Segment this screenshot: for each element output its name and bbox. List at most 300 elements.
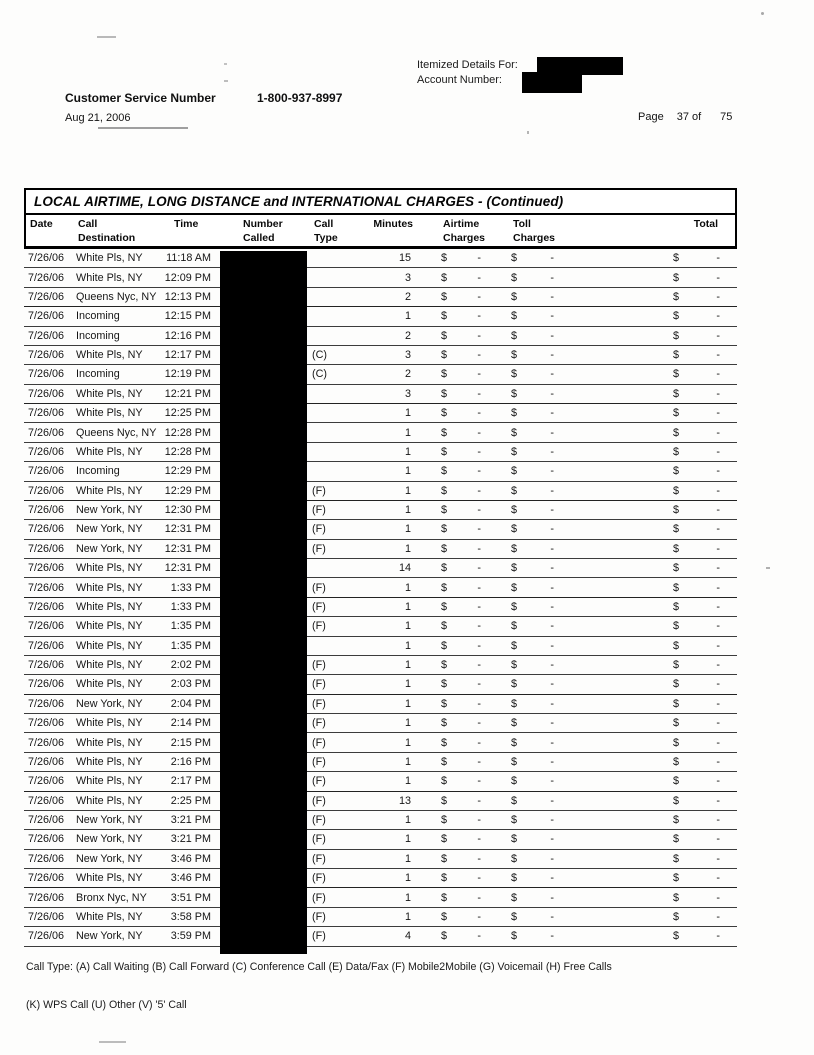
call-minutes: 1 — [404, 659, 411, 672]
call-time: 3:58 PM — [170, 910, 211, 923]
call-time: 12:25 PM — [164, 407, 211, 420]
call-time: 3:46 PM — [170, 852, 211, 865]
total-charge: $ - — [673, 445, 720, 458]
toll-charge: $ - — [511, 755, 554, 768]
airtime-charge: $ - — [441, 833, 481, 846]
airtime-charge: $ - — [441, 717, 481, 730]
call-type-code: (C) — [312, 368, 327, 381]
call-record-row — [24, 927, 737, 946]
call-minutes: 1 — [404, 697, 411, 710]
call-minutes: 1 — [404, 581, 411, 594]
call-record-row — [24, 423, 737, 442]
call-type-code: (F) — [312, 581, 326, 594]
call-record-row — [24, 908, 737, 927]
call-date: 7/26/06 — [28, 252, 65, 265]
total-charge: $ - — [673, 484, 720, 497]
redacted-numbers-called-column — [220, 251, 307, 954]
call-date: 7/26/06 — [28, 581, 65, 594]
scan-artifact — [766, 567, 770, 569]
airtime-charge: $ - — [441, 504, 481, 517]
call-time: 12:13 PM — [164, 290, 211, 303]
airtime-charge: $ - — [441, 426, 481, 439]
airtime-charge: $ - — [441, 368, 481, 381]
airtime-charge: $ - — [441, 562, 481, 575]
total-charge: $ - — [673, 814, 720, 827]
call-type-code: (F) — [312, 600, 326, 613]
call-record-row — [24, 327, 737, 346]
call-minutes: 2 — [404, 368, 411, 381]
page-label: Page — [638, 111, 664, 123]
call-date: 7/26/06 — [28, 600, 65, 613]
call-type-code: (F) — [312, 678, 326, 691]
airtime-charge: $ - — [441, 349, 481, 362]
call-minutes: 1 — [404, 852, 411, 865]
call-type-code: (F) — [312, 620, 326, 633]
call-date: 7/26/06 — [28, 310, 65, 323]
col-header-number-called: Number Called — [243, 218, 283, 244]
toll-charge: $ - — [511, 349, 554, 362]
call-date: 7/26/06 — [28, 814, 65, 827]
call-time: 12:09 PM — [164, 271, 211, 284]
call-record-row — [24, 288, 737, 307]
toll-charge: $ - — [511, 271, 554, 284]
total-charge: $ - — [673, 755, 720, 768]
call-destination: White Pls, NY — [76, 562, 143, 575]
call-destination: New York, NY — [76, 542, 143, 555]
toll-charge: $ - — [511, 290, 554, 303]
call-destination: White Pls, NY — [76, 581, 143, 594]
call-destination: Queens Nyc, NY — [76, 290, 157, 303]
call-record-row — [24, 714, 737, 733]
table-body — [24, 249, 737, 947]
charges-table — [24, 188, 737, 947]
call-record-row — [24, 656, 737, 675]
total-charge: $ - — [673, 329, 720, 342]
call-destination: New York, NY — [76, 523, 143, 536]
toll-charge: $ - — [511, 736, 554, 749]
call-minutes: 1 — [404, 620, 411, 633]
call-type-code: (F) — [312, 717, 326, 730]
total-charge: $ - — [673, 581, 720, 594]
call-destination: Incoming — [76, 368, 120, 381]
toll-charge: $ - — [511, 872, 554, 885]
call-time: 12:31 PM — [164, 542, 211, 555]
call-destination: Incoming — [76, 465, 120, 478]
page-number: 37 — [676, 111, 689, 123]
table-header-box — [24, 188, 737, 249]
call-date: 7/26/06 — [28, 484, 65, 497]
airtime-charge: $ - — [441, 872, 481, 885]
toll-charge: $ - — [511, 600, 554, 613]
total-charge: $ - — [673, 252, 720, 265]
call-minutes: 1 — [404, 484, 411, 497]
call-type-code: (F) — [312, 755, 326, 768]
call-record-row — [24, 637, 737, 656]
call-minutes: 1 — [404, 814, 411, 827]
total-charge: $ - — [673, 271, 720, 284]
call-type-code: (F) — [312, 775, 326, 788]
table-column-headers — [26, 215, 735, 246]
call-record-row — [24, 404, 737, 423]
total-charge: $ - — [673, 290, 720, 303]
call-type-code: (F) — [312, 872, 326, 885]
call-type-code: (F) — [312, 833, 326, 846]
airtime-charge: $ - — [441, 697, 481, 710]
call-record-row — [24, 772, 737, 791]
toll-charge: $ - — [511, 659, 554, 672]
call-date: 7/26/06 — [28, 562, 65, 575]
call-date: 7/26/06 — [28, 794, 65, 807]
itemized-details-label: Itemized Details For: — [417, 59, 518, 71]
airtime-charge: $ - — [441, 542, 481, 555]
page-indicator — [638, 111, 732, 123]
call-minutes: 2 — [404, 329, 411, 342]
airtime-charge: $ - — [441, 523, 481, 536]
call-minutes: 1 — [404, 891, 411, 904]
toll-charge: $ - — [511, 329, 554, 342]
airtime-charge: $ - — [441, 445, 481, 458]
call-minutes: 1 — [404, 775, 411, 788]
airtime-charge: $ - — [441, 910, 481, 923]
call-time: 3:21 PM — [170, 814, 211, 827]
call-type-code: (F) — [312, 852, 326, 865]
call-minutes: 1 — [404, 678, 411, 691]
call-record-row — [24, 578, 737, 597]
total-charge: $ - — [673, 659, 720, 672]
airtime-charge: $ - — [441, 581, 481, 594]
toll-charge: $ - — [511, 581, 554, 594]
call-destination: White Pls, NY — [76, 872, 143, 885]
airtime-charge: $ - — [441, 659, 481, 672]
call-date: 7/26/06 — [28, 290, 65, 303]
call-destination: New York, NY — [76, 504, 143, 517]
toll-charge: $ - — [511, 407, 554, 420]
account-number-label: Account Number: — [417, 74, 502, 86]
col-header-time: Time — [174, 218, 199, 230]
call-minutes: 13 — [398, 794, 411, 807]
call-time: 11:18 AM — [166, 252, 211, 265]
scan-artifact — [224, 63, 227, 65]
call-record-row — [24, 695, 737, 714]
call-record-row — [24, 733, 737, 752]
scan-artifact — [224, 80, 228, 82]
statement-date: Aug 21, 2006 — [65, 112, 131, 124]
call-time: 1:33 PM — [170, 600, 211, 613]
total-charge: $ - — [673, 542, 720, 555]
toll-charge: $ - — [511, 678, 554, 691]
call-minutes: 14 — [398, 562, 411, 575]
airtime-charge: $ - — [441, 290, 481, 303]
toll-charge: $ - — [511, 639, 554, 652]
call-destination: White Pls, NY — [76, 678, 143, 691]
call-time: 2:25 PM — [170, 794, 211, 807]
call-type-code: (F) — [312, 504, 326, 517]
call-minutes: 1 — [404, 542, 411, 555]
call-type-code: (C) — [312, 349, 327, 362]
toll-charge: $ - — [511, 562, 554, 575]
call-minutes: 1 — [404, 639, 411, 652]
toll-charge: $ - — [511, 697, 554, 710]
airtime-charge: $ - — [441, 271, 481, 284]
call-date: 7/26/06 — [28, 465, 65, 478]
airtime-charge: $ - — [441, 794, 481, 807]
toll-charge: $ - — [511, 368, 554, 381]
call-record-row — [24, 501, 737, 520]
call-time: 2:14 PM — [170, 717, 211, 730]
airtime-charge: $ - — [441, 639, 481, 652]
call-minutes: 1 — [404, 523, 411, 536]
call-time: 12:28 PM — [164, 445, 211, 458]
toll-charge: $ - — [511, 465, 554, 478]
call-time: 12:21 PM — [164, 387, 211, 400]
total-charge: $ - — [673, 717, 720, 730]
call-minutes: 1 — [404, 910, 411, 923]
customer-service-label: Customer Service Number — [65, 91, 216, 105]
airtime-charge: $ - — [441, 814, 481, 827]
toll-charge: $ - — [511, 930, 554, 943]
col-header-minutes: Minutes — [373, 218, 413, 230]
col-header-toll-charges: Toll Charges — [513, 218, 556, 244]
call-minutes: 2 — [404, 290, 411, 303]
call-time: 1:35 PM — [170, 620, 211, 633]
call-destination: New York, NY — [76, 833, 143, 846]
call-date: 7/26/06 — [28, 349, 65, 362]
call-destination: New York, NY — [76, 814, 143, 827]
call-date: 7/26/06 — [28, 523, 65, 536]
call-record-row — [24, 675, 737, 694]
col-header-date: Date — [30, 218, 53, 230]
call-time: 12:15 PM — [164, 310, 211, 323]
call-destination: White Pls, NY — [76, 271, 143, 284]
call-record-row — [24, 811, 737, 830]
call-date: 7/26/06 — [28, 736, 65, 749]
call-record-row — [24, 753, 737, 772]
scan-artifact — [527, 131, 529, 134]
total-charge: $ - — [673, 736, 720, 749]
call-minutes: 1 — [404, 755, 411, 768]
call-record-row — [24, 365, 737, 384]
call-minutes: 1 — [404, 426, 411, 439]
call-destination: Bronx Nyc, NY — [76, 891, 147, 904]
call-date: 7/26/06 — [28, 755, 65, 768]
call-record-row — [24, 307, 737, 326]
airtime-charge: $ - — [441, 755, 481, 768]
call-date: 7/26/06 — [28, 271, 65, 284]
call-minutes: 1 — [404, 445, 411, 458]
call-minutes: 3 — [404, 387, 411, 400]
call-minutes: 3 — [404, 349, 411, 362]
call-record-row — [24, 520, 737, 539]
call-destination: New York, NY — [76, 852, 143, 865]
total-charge: $ - — [673, 523, 720, 536]
call-record-row — [24, 888, 737, 907]
call-date: 7/26/06 — [28, 639, 65, 652]
call-time: 2:03 PM — [170, 678, 211, 691]
call-record-row — [24, 617, 737, 636]
call-date: 7/26/06 — [28, 775, 65, 788]
toll-charge: $ - — [511, 252, 554, 265]
call-date: 7/26/06 — [28, 368, 65, 381]
call-time: 2:17 PM — [170, 775, 211, 788]
call-time: 3:51 PM — [170, 891, 211, 904]
call-type-legend-line2: (K) WPS Call (U) Other (V) '5' Call — [26, 999, 187, 1011]
toll-charge: $ - — [511, 310, 554, 323]
call-destination: White Pls, NY — [76, 484, 143, 497]
call-destination: New York, NY — [76, 930, 143, 943]
total-charge: $ - — [673, 794, 720, 807]
total-charge: $ - — [673, 697, 720, 710]
call-destination: White Pls, NY — [76, 775, 143, 788]
call-date: 7/26/06 — [28, 329, 65, 342]
col-header-call-type: Call Type — [314, 218, 338, 244]
call-destination: White Pls, NY — [76, 659, 143, 672]
total-charge: $ - — [673, 368, 720, 381]
call-destination: White Pls, NY — [76, 387, 143, 400]
call-date: 7/26/06 — [28, 445, 65, 458]
call-record-row — [24, 443, 737, 462]
call-time: 12:17 PM — [164, 349, 211, 362]
call-minutes: 1 — [404, 310, 411, 323]
call-destination: White Pls, NY — [76, 910, 143, 923]
page-of-label: of — [691, 111, 702, 123]
call-time: 12:31 PM — [164, 523, 211, 536]
call-date: 7/26/06 — [28, 407, 65, 420]
toll-charge: $ - — [511, 484, 554, 497]
call-minutes: 1 — [404, 600, 411, 613]
call-date: 7/26/06 — [28, 833, 65, 846]
airtime-charge: $ - — [441, 310, 481, 323]
call-destination: White Pls, NY — [76, 252, 143, 265]
redacted-account-number — [522, 72, 582, 93]
airtime-charge: $ - — [441, 775, 481, 788]
total-charge: $ - — [673, 600, 720, 613]
call-record-row — [24, 249, 737, 268]
call-minutes: 1 — [404, 736, 411, 749]
call-time: 3:59 PM — [170, 930, 211, 943]
toll-charge: $ - — [511, 833, 554, 846]
scan-artifact — [99, 1041, 126, 1043]
scan-artifact — [97, 36, 116, 38]
call-destination: Incoming — [76, 310, 120, 323]
total-charge: $ - — [673, 310, 720, 323]
total-charge: $ - — [673, 562, 720, 575]
call-destination: White Pls, NY — [76, 620, 143, 633]
call-minutes: 15 — [398, 252, 411, 265]
call-date: 7/26/06 — [28, 697, 65, 710]
toll-charge: $ - — [511, 504, 554, 517]
call-minutes: 1 — [404, 833, 411, 846]
call-time: 3:21 PM — [170, 833, 211, 846]
toll-charge: $ - — [511, 891, 554, 904]
toll-charge: $ - — [511, 620, 554, 633]
call-destination: White Pls, NY — [76, 639, 143, 652]
total-charge: $ - — [673, 465, 720, 478]
toll-charge: $ - — [511, 794, 554, 807]
call-time: 1:33 PM — [170, 581, 211, 594]
call-time: 12:31 PM — [164, 562, 211, 575]
total-charge: $ - — [673, 387, 720, 400]
total-charge: $ - — [673, 620, 720, 633]
total-charge: $ - — [673, 407, 720, 420]
call-destination: Queens Nyc, NY — [76, 426, 157, 439]
call-time: 2:15 PM — [170, 736, 211, 749]
airtime-charge: $ - — [441, 252, 481, 265]
total-charge: $ - — [673, 872, 720, 885]
total-charge: $ - — [673, 910, 720, 923]
customer-service-number: 1-800-937-8997 — [257, 91, 343, 105]
total-charge: $ - — [673, 639, 720, 652]
toll-charge: $ - — [511, 852, 554, 865]
call-record-row — [24, 598, 737, 617]
airtime-charge: $ - — [441, 930, 481, 943]
call-type-code: (F) — [312, 814, 326, 827]
call-time: 2:04 PM — [170, 697, 211, 710]
call-type-code: (F) — [312, 910, 326, 923]
call-destination: White Pls, NY — [76, 349, 143, 362]
call-date: 7/26/06 — [28, 426, 65, 439]
call-record-row — [24, 385, 737, 404]
call-record-row — [24, 540, 737, 559]
call-destination: White Pls, NY — [76, 794, 143, 807]
airtime-charge: $ - — [441, 678, 481, 691]
call-time: 1:35 PM — [170, 639, 211, 652]
total-charge: $ - — [673, 426, 720, 439]
call-type-code: (F) — [312, 659, 326, 672]
scan-artifact — [98, 127, 188, 129]
call-time: 2:16 PM — [170, 755, 211, 768]
call-record-row — [24, 346, 737, 365]
call-time: 12:29 PM — [164, 484, 211, 497]
airtime-charge: $ - — [441, 484, 481, 497]
call-destination: White Pls, NY — [76, 407, 143, 420]
call-date: 7/26/06 — [28, 659, 65, 672]
total-charge: $ - — [673, 349, 720, 362]
airtime-charge: $ - — [441, 852, 481, 865]
call-date: 7/26/06 — [28, 542, 65, 555]
call-date: 7/26/06 — [28, 387, 65, 400]
call-minutes: 1 — [404, 717, 411, 730]
col-header-airtime-charges: Airtime Charges — [443, 218, 486, 244]
call-type-code: (F) — [312, 891, 326, 904]
page-total: 75 — [720, 111, 733, 123]
call-time: 12:28 PM — [164, 426, 211, 439]
toll-charge: $ - — [511, 910, 554, 923]
call-time: 12:19 PM — [164, 368, 211, 381]
call-destination: White Pls, NY — [76, 717, 143, 730]
call-minutes: 1 — [404, 504, 411, 517]
call-time: 2:02 PM — [170, 659, 211, 672]
airtime-charge: $ - — [441, 465, 481, 478]
call-type-code: (F) — [312, 930, 326, 943]
col-header-total: Total — [693, 218, 718, 230]
call-date: 7/26/06 — [28, 504, 65, 517]
call-record-row — [24, 830, 737, 849]
call-record-row — [24, 268, 737, 287]
total-charge: $ - — [673, 833, 720, 846]
call-minutes: 1 — [404, 465, 411, 478]
call-date: 7/26/06 — [28, 678, 65, 691]
call-record-row — [24, 559, 737, 578]
call-type-code: (F) — [312, 697, 326, 710]
call-type-legend-line1: Call Type: (A) Call Waiting (B) Call Forward (C) Conference Call (E) Data/Fax (F) Mobile2Mobile (G) Voicemail (H) Free Calls — [26, 961, 612, 973]
call-type-code: (F) — [312, 484, 326, 497]
call-date: 7/26/06 — [28, 872, 65, 885]
call-minutes: 3 — [404, 271, 411, 284]
col-header-destination: Call Destination — [78, 218, 136, 244]
toll-charge: $ - — [511, 387, 554, 400]
call-minutes: 1 — [404, 407, 411, 420]
airtime-charge: $ - — [441, 620, 481, 633]
